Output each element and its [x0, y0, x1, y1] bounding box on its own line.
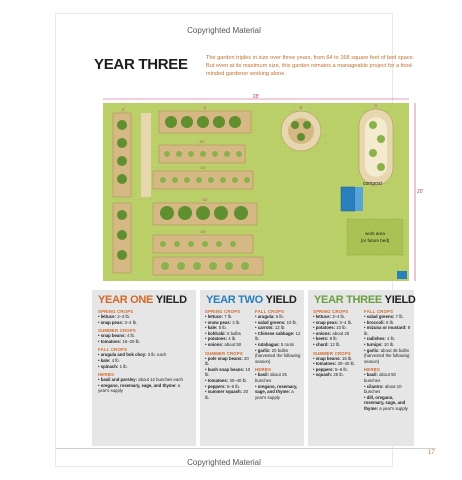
svg-text:10': 10': [199, 139, 205, 144]
crop-section-heading: FALL CROPS: [255, 309, 285, 314]
crop-yield-item: • snap beans: 15 lb.: [313, 355, 353, 361]
crop-section-heading: SUMMER CROPS: [313, 350, 351, 356]
crop-yield-item: • kohlrabi: 6 bulbs: [205, 330, 241, 336]
height-dimension-label: 20': [417, 189, 424, 195]
crop-yield-item: • snap peas: 3–4 lb.: [313, 319, 353, 325]
crop-yield-item: • carrots: 12 lb.: [255, 325, 286, 331]
crop-yield-item: • garlic: 20 bulbs (harvested the following season): [255, 347, 301, 364]
garden-plan: [101, 95, 423, 285]
crop-yield-item: • rutabagas: 5 roots: [255, 341, 294, 347]
crop-yield-item: • basil and parsley: about 12 bunches each: [98, 377, 183, 383]
crop-yield-item: • turnips: 10 lb.: [364, 341, 395, 347]
crop-yield-item: • salad greens: 7 lb.: [364, 314, 404, 319]
year-three-list-left: [313, 309, 361, 378]
crop-yield-item: • Chinese cabbage: 12 lb.: [255, 330, 301, 342]
work-area-label: work area: [365, 231, 385, 236]
crop-yield-item: • potatoes: 4 lb.: [205, 336, 237, 342]
crop-section-heading: HERBS: [255, 367, 272, 373]
year-two-list-right: [255, 309, 302, 400]
crop-yield-item: • garlic: about 45 bulbs (harvested the following season): [364, 347, 410, 364]
svg-text:10': 10': [202, 197, 208, 202]
crop-yield-item: • peppers: 5–6 lb.: [205, 383, 240, 389]
crop-yield-item: • onions: about 50: [205, 341, 242, 347]
crop-section-heading: SPRING CROPS: [313, 309, 349, 314]
crop-yield-item: • kale: 5 lb.: [205, 325, 227, 331]
crop-yield-item: • arugula: 6 lb.: [255, 314, 284, 319]
crop-section-heading: SPRING CROPS: [98, 309, 134, 314]
svg-text:8': 8': [203, 105, 207, 110]
crop-yield-item: • lettuce: 7 lb.: [205, 314, 233, 319]
svg-text:10': 10': [200, 165, 206, 170]
watermark-top: Copyrighted Material: [187, 26, 261, 35]
watermark-bottom: Copyrighted Material: [187, 458, 261, 467]
crop-yield-item: • bush snap beans: 10 lb.: [205, 366, 251, 378]
year-one-heading: YEAR ONE YIELD: [98, 294, 187, 306]
crop-yield-item: • broccoli: 6 lb.: [364, 319, 395, 325]
crop-yield-item: • oregano, rosemary, sage, and thyme: a year's supply: [255, 383, 298, 400]
crop-section-heading: SPRING CROPS: [205, 309, 241, 314]
crop-yield-item: • chard: 12 lb.: [313, 341, 341, 347]
crop-yield-item: • kale: 4 lb.: [98, 357, 120, 363]
svg-text:(or future bed): (or future bed): [360, 238, 390, 243]
crop-section-heading: HERBS: [98, 372, 115, 378]
crop-yield-item: • tomatoes: 30–40 lb.: [313, 361, 356, 367]
page-number: 17: [428, 450, 435, 456]
crop-yield-item: • oregano, rosemary, sage, and thyme: a year's supply: [98, 382, 181, 394]
crop-yield-item: • salad greens: 10 lb.: [255, 319, 298, 325]
svg-text:10': 10': [200, 229, 206, 234]
crop-yield-item: • peppers: 5–6 lb.: [313, 366, 348, 372]
crop-section-heading: SUMMER CROPS: [205, 350, 243, 356]
compost-label: compost: [363, 181, 382, 187]
year-three-heading: YEAR THREE YIELD: [314, 294, 416, 306]
crop-yield-item: • mizuna or mustard: 8 lb.: [364, 325, 411, 336]
crop-yield-item: • cilantro: about 10 bunches: [364, 383, 402, 395]
yield-panels: [92, 290, 414, 450]
year-two-heading: YEAR TWO YIELD: [206, 294, 297, 306]
crop-yield-item: • squash: 25 lb.: [313, 372, 344, 378]
work-area: [347, 219, 403, 255]
intro-paragraph: The garden triples in size over three years, from 64 to 168 square feet of bed space. But even at its maximum size, this garden remains a manageable project for a food-minded gardener working alone.: [206, 55, 415, 77]
crop-yield-item: • basil: about 25 bunches: [255, 372, 287, 383]
compost-bin: [341, 187, 355, 211]
crop-yield-item: • summer squash: 20 lb.: [205, 389, 249, 400]
crop-section-heading: HERBS: [364, 367, 381, 373]
crop-section-heading: FALL CROPS: [98, 347, 128, 353]
page-title: YEAR THREE: [94, 56, 188, 73]
crop-yield-item: • onions: about 25: [313, 330, 350, 336]
svg-text:8': 8': [299, 105, 303, 110]
crop-yield-item: • radishes: 4 lb.: [364, 336, 396, 342]
crop-section-heading: SUMMER CROPS: [98, 328, 136, 334]
svg-text:3': 3': [121, 107, 125, 112]
crop-yield-item: • lettuce: 2–3 lb.: [98, 314, 131, 319]
svg-text:3': 3': [374, 103, 378, 108]
year-three-list-right: [364, 309, 412, 412]
year-one-list: [98, 309, 190, 394]
footer-rule: [56, 448, 436, 449]
width-dimension-label: 28': [252, 94, 260, 100]
crop-yield-item: • spinach: 1 lb.: [98, 363, 128, 369]
crop-yield-item: • tomatoes: 30–40 lb.: [205, 377, 248, 383]
crop-yield-item: • pole snap beans: 20 lb.: [205, 355, 249, 367]
book-page: [56, 14, 435, 467]
crop-yield-item: • lettuce: 3–4 lb.: [313, 314, 346, 319]
crop-yield-item: • arugula and bok choy: 3 lb. each: [98, 352, 167, 358]
crop-yield-item: • dill, oregano, rosemary, sage, and thyme: a year's supply: [364, 394, 408, 411]
year-two-list-left: [205, 309, 252, 400]
crop-yield-item: • tomatoes: 16–20 lb.: [98, 338, 141, 344]
crop-yield-item: • snap beans: 4 lb.: [98, 333, 136, 339]
year-one-yield-panel: [92, 290, 196, 446]
year-three-yield-panel: [308, 290, 414, 446]
year-two-yield-panel: [200, 290, 304, 446]
crop-yield-item: • basil: about 50 bunches: [364, 372, 396, 383]
crop-yield-item: • snap peas: 3–4 lb.: [98, 319, 138, 325]
crop-yield-item: • potatoes: 10 lb.: [313, 325, 347, 331]
crop-yield-item: • beets: 8 lb.: [313, 336, 338, 342]
crop-yield-item: • snow peas: 3 lb.: [205, 319, 241, 325]
crop-section-heading: FALL CROPS: [364, 309, 394, 314]
